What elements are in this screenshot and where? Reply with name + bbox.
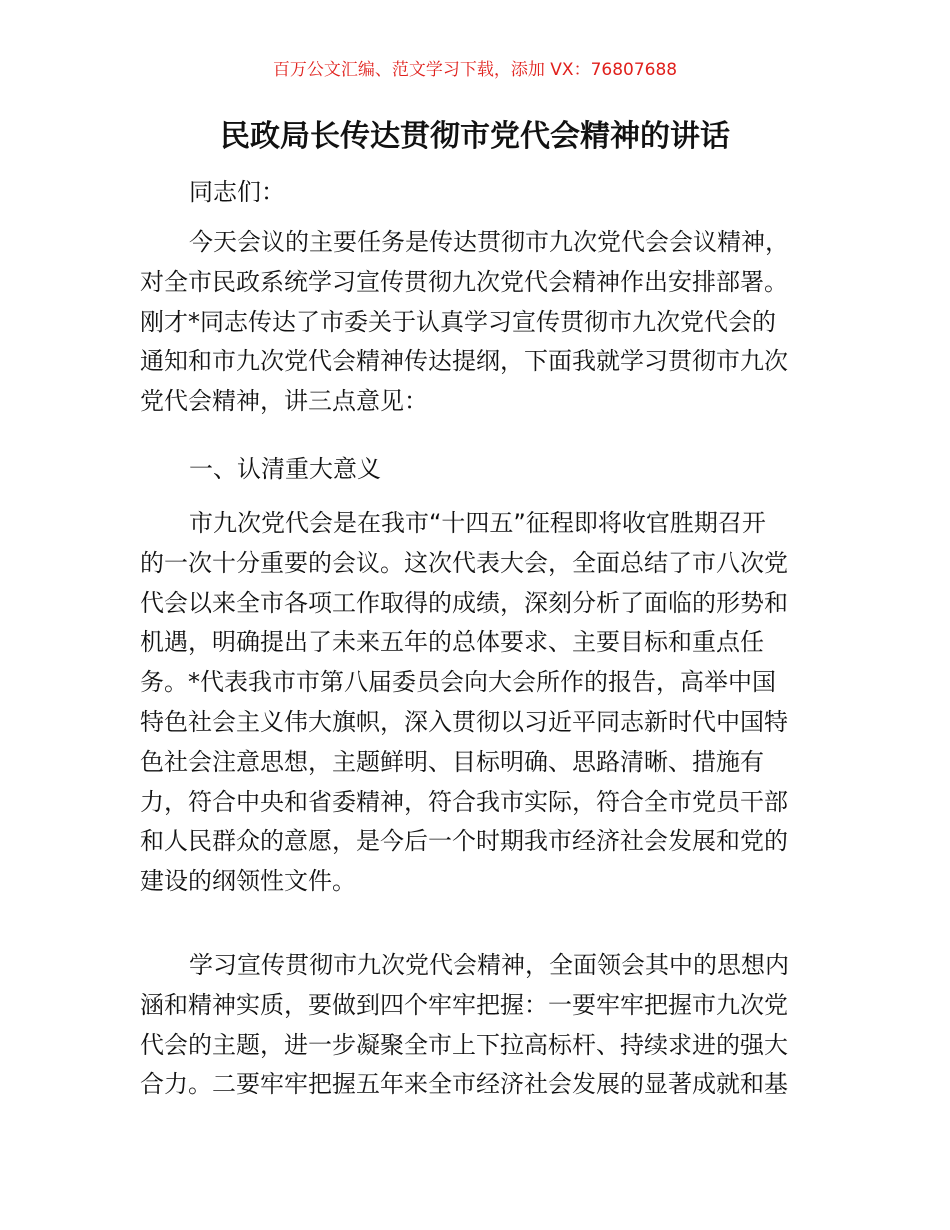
header-watermark-note: 百万公文汇编、范文学习下载，添加 VX：76807688	[272, 60, 678, 80]
paragraph-line: 建设的纲领性文件。	[140, 867, 356, 896]
section-heading-1: 一、认清重大意义	[189, 455, 381, 483]
paragraph-line: 务。*代表我市市第八届委员会向大会所作的报告，高举中国	[140, 668, 776, 697]
paragraph-line: 代会以来全市各项工作取得的成绩，深刻分析了面临的形势和	[140, 588, 788, 617]
paragraph-line: 合力。二要牢牢把握五年来全市经济社会发展的显著成就和基	[140, 1070, 788, 1099]
paragraph-line: 代会的主题，进一步凝聚全市上下拉高标杆、持续求进的强大	[140, 1030, 788, 1059]
paragraph-line: 的一次十分重要的会议。这次代表大会，全面总结了市八次党	[140, 548, 788, 577]
paragraph-line: 涵和精神实质，要做到四个牢牢把握：一要牢牢把握市九次党	[140, 990, 788, 1019]
paragraph-line: 色社会注意思想，主题鲜明、目标明确、思路清晰、措施有	[140, 747, 764, 776]
paragraph-line: 对全市民政系统学习宣传贯彻九次党代会精神作出安排部署。	[140, 267, 788, 296]
paragraph-line: 特色社会主义伟大旗帜，深入贯彻以习近平同志新时代中国特	[140, 707, 788, 736]
paragraph-2	[140, 504, 840, 902]
document-title: 民政局长传达贯彻市党代会精神的讲话	[220, 119, 730, 154]
paragraph-line: 刚才*同志传达了市委关于认真学习宣传贯彻市九次党代会的	[140, 307, 776, 336]
paragraph-line: 今天会议的主要任务是传达贯彻市九次党代会会议精神，	[189, 228, 789, 256]
paragraph-line: 市九次党代会是在我市“十四五”征程即将收官胜期召开	[189, 509, 766, 537]
paragraph-line: 党代会精神，讲三点意见：	[140, 387, 428, 416]
paragraph-line: 和人民群众的意愿，是今后一个时期我市经济社会发展和党的	[140, 827, 788, 856]
paragraph-line: 机遇，明确提出了未来五年的总体要求、主要目标和重点任	[140, 628, 764, 657]
paragraph-line: 通知和市九次党代会精神传达提纲，下面我就学习贯彻市九次	[140, 347, 788, 376]
greeting: 同志们：	[189, 178, 285, 206]
paragraph-line: 学习宣传贯彻市九次党代会精神，全面领会其中的思想内	[189, 951, 789, 979]
paragraph-1	[140, 223, 840, 422]
paragraph-3	[140, 946, 840, 1105]
paragraph-line: 力，符合中央和省委精神，符合我市实际，符合全市党员干部	[140, 787, 788, 816]
